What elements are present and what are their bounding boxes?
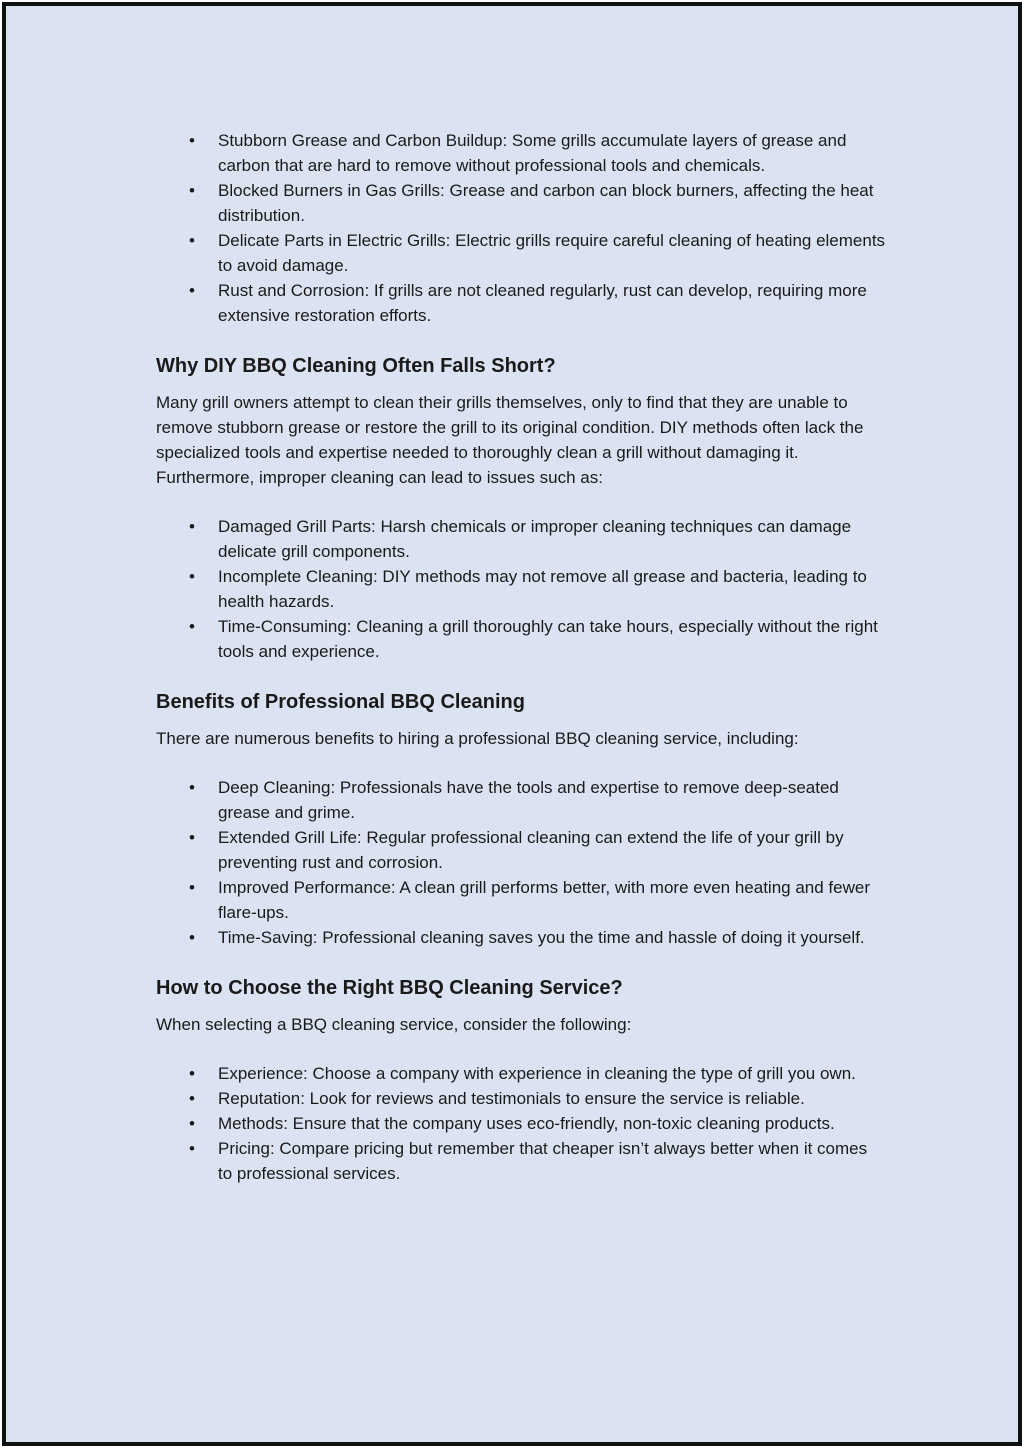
list-item bbox=[156, 1111, 886, 1136]
list-item-text: Extended Grill Life: Regular professional cleaning can extend the life of your grill by preventing rust and corrosion. bbox=[218, 828, 844, 872]
list-item-text: Improved Performance: A clean grill performs better, with more even heating and fewer flare-ups. bbox=[218, 878, 870, 922]
list-item bbox=[156, 128, 886, 178]
list-item-text: Stubborn Grease and Carbon Buildup: Some grills accumulate layers of grease and carbon that are hard to remove without professional tools and chemicals. bbox=[218, 131, 847, 175]
bullet-icon: • bbox=[189, 281, 195, 300]
bullet-icon: • bbox=[189, 231, 195, 250]
list-item bbox=[156, 178, 886, 228]
list-item bbox=[156, 925, 886, 950]
bullet-icon: • bbox=[189, 928, 195, 947]
document-page bbox=[2, 2, 1022, 1446]
intro-bullet-list bbox=[156, 128, 886, 328]
bullet-icon: • bbox=[189, 1139, 195, 1158]
section-benefits bbox=[156, 688, 886, 950]
bullet-icon: • bbox=[189, 1114, 195, 1133]
list-item bbox=[156, 1061, 886, 1086]
list-item-text: Incomplete Cleaning: DIY methods may not remove all grease and bacteria, leading to health hazards. bbox=[218, 567, 867, 611]
bullet-icon: • bbox=[189, 1064, 195, 1083]
list-item bbox=[156, 825, 886, 875]
list-item-text: Pricing: Compare pricing but remember that cheaper isn’t always better when it comes to professional services. bbox=[218, 1139, 868, 1183]
section-paragraph: Many grill owners attempt to clean their grills themselves, only to find that they are unable to remove stubborn grease or restore the grill to its original condition. DIY methods often lack the specialized tools and expertise needed to thoroughly clean a grill without damaging it. Furthermore, improper cleaning can lead to issues such as: bbox=[156, 393, 864, 487]
list-item bbox=[156, 278, 886, 328]
list-item-text: Methods: Ensure that the company uses eco-friendly, non-toxic cleaning products. bbox=[218, 1114, 835, 1133]
section-heading: Why DIY BBQ Cleaning Often Falls Short? bbox=[156, 355, 556, 377]
bullet-icon: • bbox=[189, 778, 195, 797]
section-paragraph: When selecting a BBQ cleaning service, consider the following: bbox=[156, 1015, 632, 1034]
bullet-icon: • bbox=[189, 828, 195, 847]
list-item bbox=[156, 1086, 886, 1111]
list-item-text: Deep Cleaning: Professionals have the tools and expertise to remove deep-seated grease and grime. bbox=[218, 778, 839, 822]
bullet-icon: • bbox=[189, 517, 195, 536]
list-item-text: Damaged Grill Parts: Harsh chemicals or improper cleaning techniques can damage delicate grill components. bbox=[218, 517, 852, 561]
list-item-text: Experience: Choose a company with experience in cleaning the type of grill you own. bbox=[218, 1064, 856, 1083]
list-item bbox=[156, 614, 886, 664]
list-item-text: Reputation: Look for reviews and testimonials to ensure the service is reliable. bbox=[218, 1089, 805, 1108]
list-item bbox=[156, 1136, 886, 1186]
list-item bbox=[156, 564, 886, 614]
section-heading: How to Choose the Right BBQ Cleaning Service? bbox=[156, 977, 623, 999]
section-heading: Benefits of Professional BBQ Cleaning bbox=[156, 691, 525, 713]
bullet-icon: • bbox=[189, 181, 195, 200]
list-item-text: Blocked Burners in Gas Grills: Grease and carbon can block burners, affecting the heat distribution. bbox=[218, 181, 874, 225]
section-bullet-list bbox=[156, 775, 886, 950]
list-item bbox=[156, 875, 886, 925]
list-item-text: Time-Consuming: Cleaning a grill thoroughly can take hours, especially without the right tools and experience. bbox=[218, 617, 878, 661]
list-item-text: Delicate Parts in Electric Grills: Electric grills require careful cleaning of heating elements to avoid damage. bbox=[218, 231, 886, 275]
list-item bbox=[156, 228, 886, 278]
section-why-diy-falls-short bbox=[156, 352, 886, 664]
list-item bbox=[156, 775, 886, 825]
bullet-icon: • bbox=[189, 131, 195, 150]
bullet-icon: • bbox=[189, 878, 195, 897]
document-content bbox=[156, 128, 886, 1186]
list-item bbox=[156, 514, 886, 564]
section-bullet-list bbox=[156, 514, 886, 664]
section-how-to-choose bbox=[156, 974, 886, 1186]
bullet-icon: • bbox=[189, 617, 195, 636]
list-item-text: Rust and Corrosion: If grills are not cleaned regularly, rust can develop, requiring more extensive restoration efforts. bbox=[218, 281, 867, 325]
list-item-text: Time-Saving: Professional cleaning saves you the time and hassle of doing it yourself. bbox=[218, 928, 865, 947]
section-bullet-list bbox=[156, 1061, 886, 1186]
section-paragraph: There are numerous benefits to hiring a professional BBQ cleaning service, including: bbox=[156, 729, 799, 748]
bullet-icon: • bbox=[189, 567, 195, 586]
bullet-icon: • bbox=[189, 1089, 195, 1108]
